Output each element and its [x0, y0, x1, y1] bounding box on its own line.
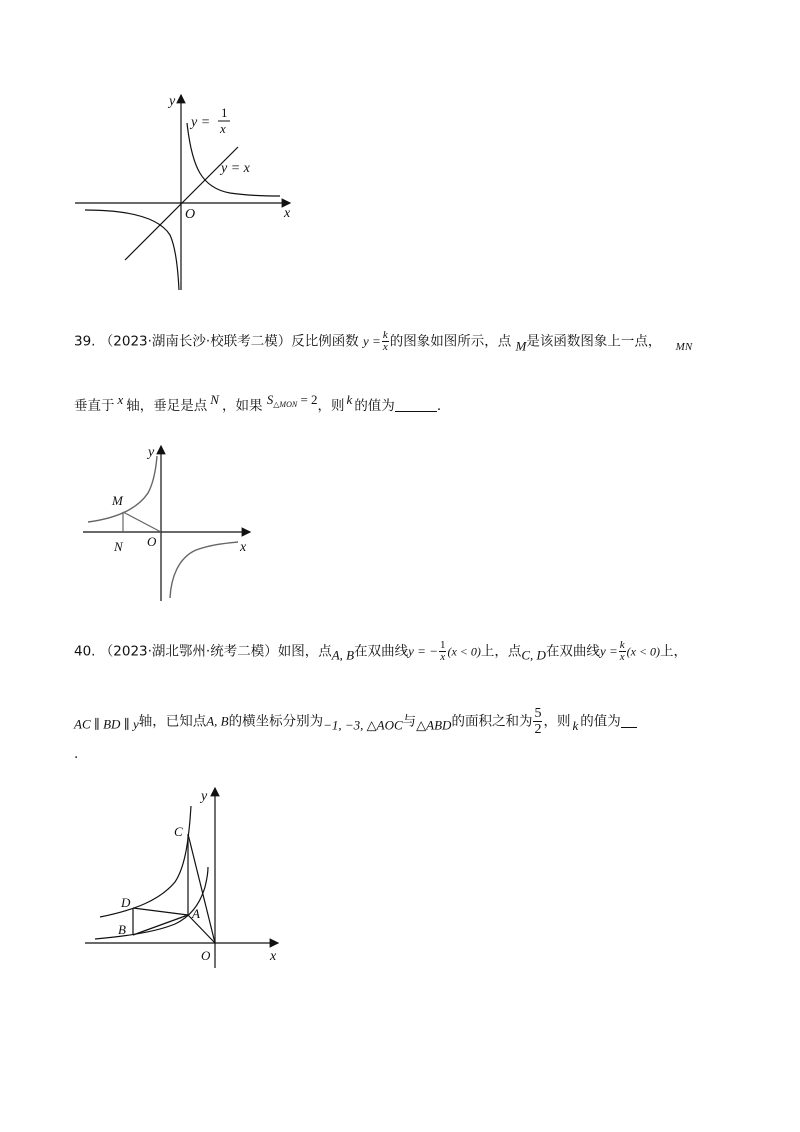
q40-values: −1, −3, △AOC — [323, 717, 403, 733]
q40-curve1-num: 1 — [439, 639, 446, 651]
q40-line-3 — [74, 744, 78, 764]
q40-text-end: . — [74, 746, 79, 762]
q40-text-d: 在双曲线 — [545, 643, 600, 660]
x-axis-label: x — [270, 949, 277, 964]
hyperbola-branch-q3 — [85, 210, 179, 290]
q40-curve2-num: k — [619, 639, 625, 651]
point-m-label: M — [112, 493, 123, 508]
q40-curve2-cond: (x < 0) — [626, 644, 661, 659]
q40-sum-den: 2 — [534, 722, 542, 737]
point-b-label: B — [118, 922, 126, 937]
q39-text-e: 轴，垂足是点 — [126, 398, 208, 414]
q40-points-cd: C, D — [521, 647, 546, 663]
hyperbola-branch-q1 — [187, 123, 280, 196]
q40-text-a: 如图，点 — [277, 643, 332, 660]
y-axis-label: y — [148, 445, 155, 460]
q39-area-sub: △MON — [273, 400, 298, 409]
x-axis-label: x — [240, 540, 247, 555]
q40-parallel: AC ∥ BD ∥ y — [74, 716, 139, 732]
q39-text-a: 反比例函数 — [291, 333, 359, 350]
q39-text-b: 的图象如图所示，点 — [389, 333, 512, 350]
q39-point-n: N — [210, 392, 219, 407]
point-d-label: D — [121, 895, 131, 910]
q40-text-e: 上， — [660, 643, 688, 660]
q39-text-d: 垂直于 — [74, 398, 115, 414]
q40-sum-frac — [533, 706, 542, 737]
point-a-label: A — [192, 906, 200, 921]
q40-number: 40. — [74, 643, 96, 660]
q40-curve1-frac — [439, 640, 447, 663]
q40-curve2-lhs: y = — [599, 643, 618, 659]
q39-func-num: k — [382, 329, 388, 341]
q40-curve2-den: x — [619, 651, 625, 663]
x-axis-label: x — [284, 206, 291, 221]
q40-curve1-den: x — [440, 651, 446, 663]
y-axis-label: y — [169, 94, 176, 109]
q39-text-f: ，如果 — [221, 398, 263, 414]
q40-line-2 — [74, 706, 637, 737]
point-n-label: N — [114, 539, 123, 554]
q39-axis-x: x — [117, 392, 124, 407]
q40-text-h: 与 — [402, 713, 417, 730]
q39-func-den: x — [382, 341, 388, 353]
q40-text-c: 上，点 — [480, 643, 522, 660]
q39-func-lhs: y = — [363, 333, 381, 349]
q39-seg-mn: MN — [675, 340, 693, 353]
q40-text-f: 轴，已知点 — [138, 713, 207, 730]
q39-text-end: . — [436, 398, 442, 414]
q39-line-2 — [74, 390, 441, 416]
curve-label-num: 1 — [221, 105, 228, 120]
figure-1 — [70, 90, 300, 295]
q39-number: 39. — [74, 333, 96, 350]
origin-label: O — [147, 534, 157, 549]
q40-points-ab: A, B — [331, 647, 355, 663]
origin-label: O — [185, 207, 196, 222]
q39-answer-blank[interactable] — [395, 397, 437, 412]
q40-text-g: 的横坐标分别为 — [228, 713, 324, 730]
q39-area-s — [267, 392, 318, 407]
segment-ba — [133, 915, 188, 935]
q39-area-s-letter: S — [266, 392, 274, 407]
q40-text-i: 的面积之和为 — [451, 713, 533, 730]
q39-text-g: ，则 — [317, 398, 345, 414]
q40-text-b: 在双曲线 — [354, 643, 409, 660]
q40-sum-num: 5 — [534, 706, 542, 721]
q40-curve1-cond: (x < 0) — [447, 644, 481, 659]
q39-line-1 — [74, 330, 692, 357]
segment-co — [188, 834, 215, 943]
figure-2 — [78, 438, 258, 606]
q40-answer-blank[interactable] — [621, 713, 637, 728]
hyperbola-branch-q4 — [170, 542, 238, 598]
q39-area-rhs: = 2 — [300, 392, 318, 407]
q40-tri-abd: △ABD — [416, 717, 452, 733]
hyperbola-k — [100, 806, 191, 917]
q39-text-c: 是该函数图象上一点， — [526, 333, 662, 350]
figure-3 — [80, 782, 285, 970]
point-c-label: C — [174, 824, 183, 839]
q39-source: （2023·湖南长沙·校联考二模） — [99, 333, 292, 350]
origin-label: O — [201, 948, 211, 963]
q40-var-k: k — [572, 717, 579, 733]
curve-label-lhs: y = — [191, 115, 211, 130]
q40-line-1 — [74, 640, 687, 666]
q40-curve2-frac — [619, 640, 626, 663]
q39-point-m: M — [515, 338, 527, 354]
q40-curve1-lhs: y = − — [408, 643, 438, 659]
q39-func-frac — [382, 330, 389, 353]
q40-text-k: 的值为 — [580, 713, 621, 730]
q40-source: （2023·湖北鄂州·统考二模） — [99, 643, 278, 660]
segment-mo — [123, 512, 161, 532]
line-label: y = x — [221, 161, 250, 176]
q39-var-k: k — [346, 392, 353, 407]
segment-da — [133, 908, 188, 915]
y-axis-label: y — [201, 789, 208, 804]
q39-text-h: 的值为 — [354, 398, 395, 414]
q40-points-ab2: A, B — [206, 713, 229, 729]
q40-text-j: ，则 — [543, 713, 571, 730]
curve-label-den: x — [220, 121, 226, 136]
